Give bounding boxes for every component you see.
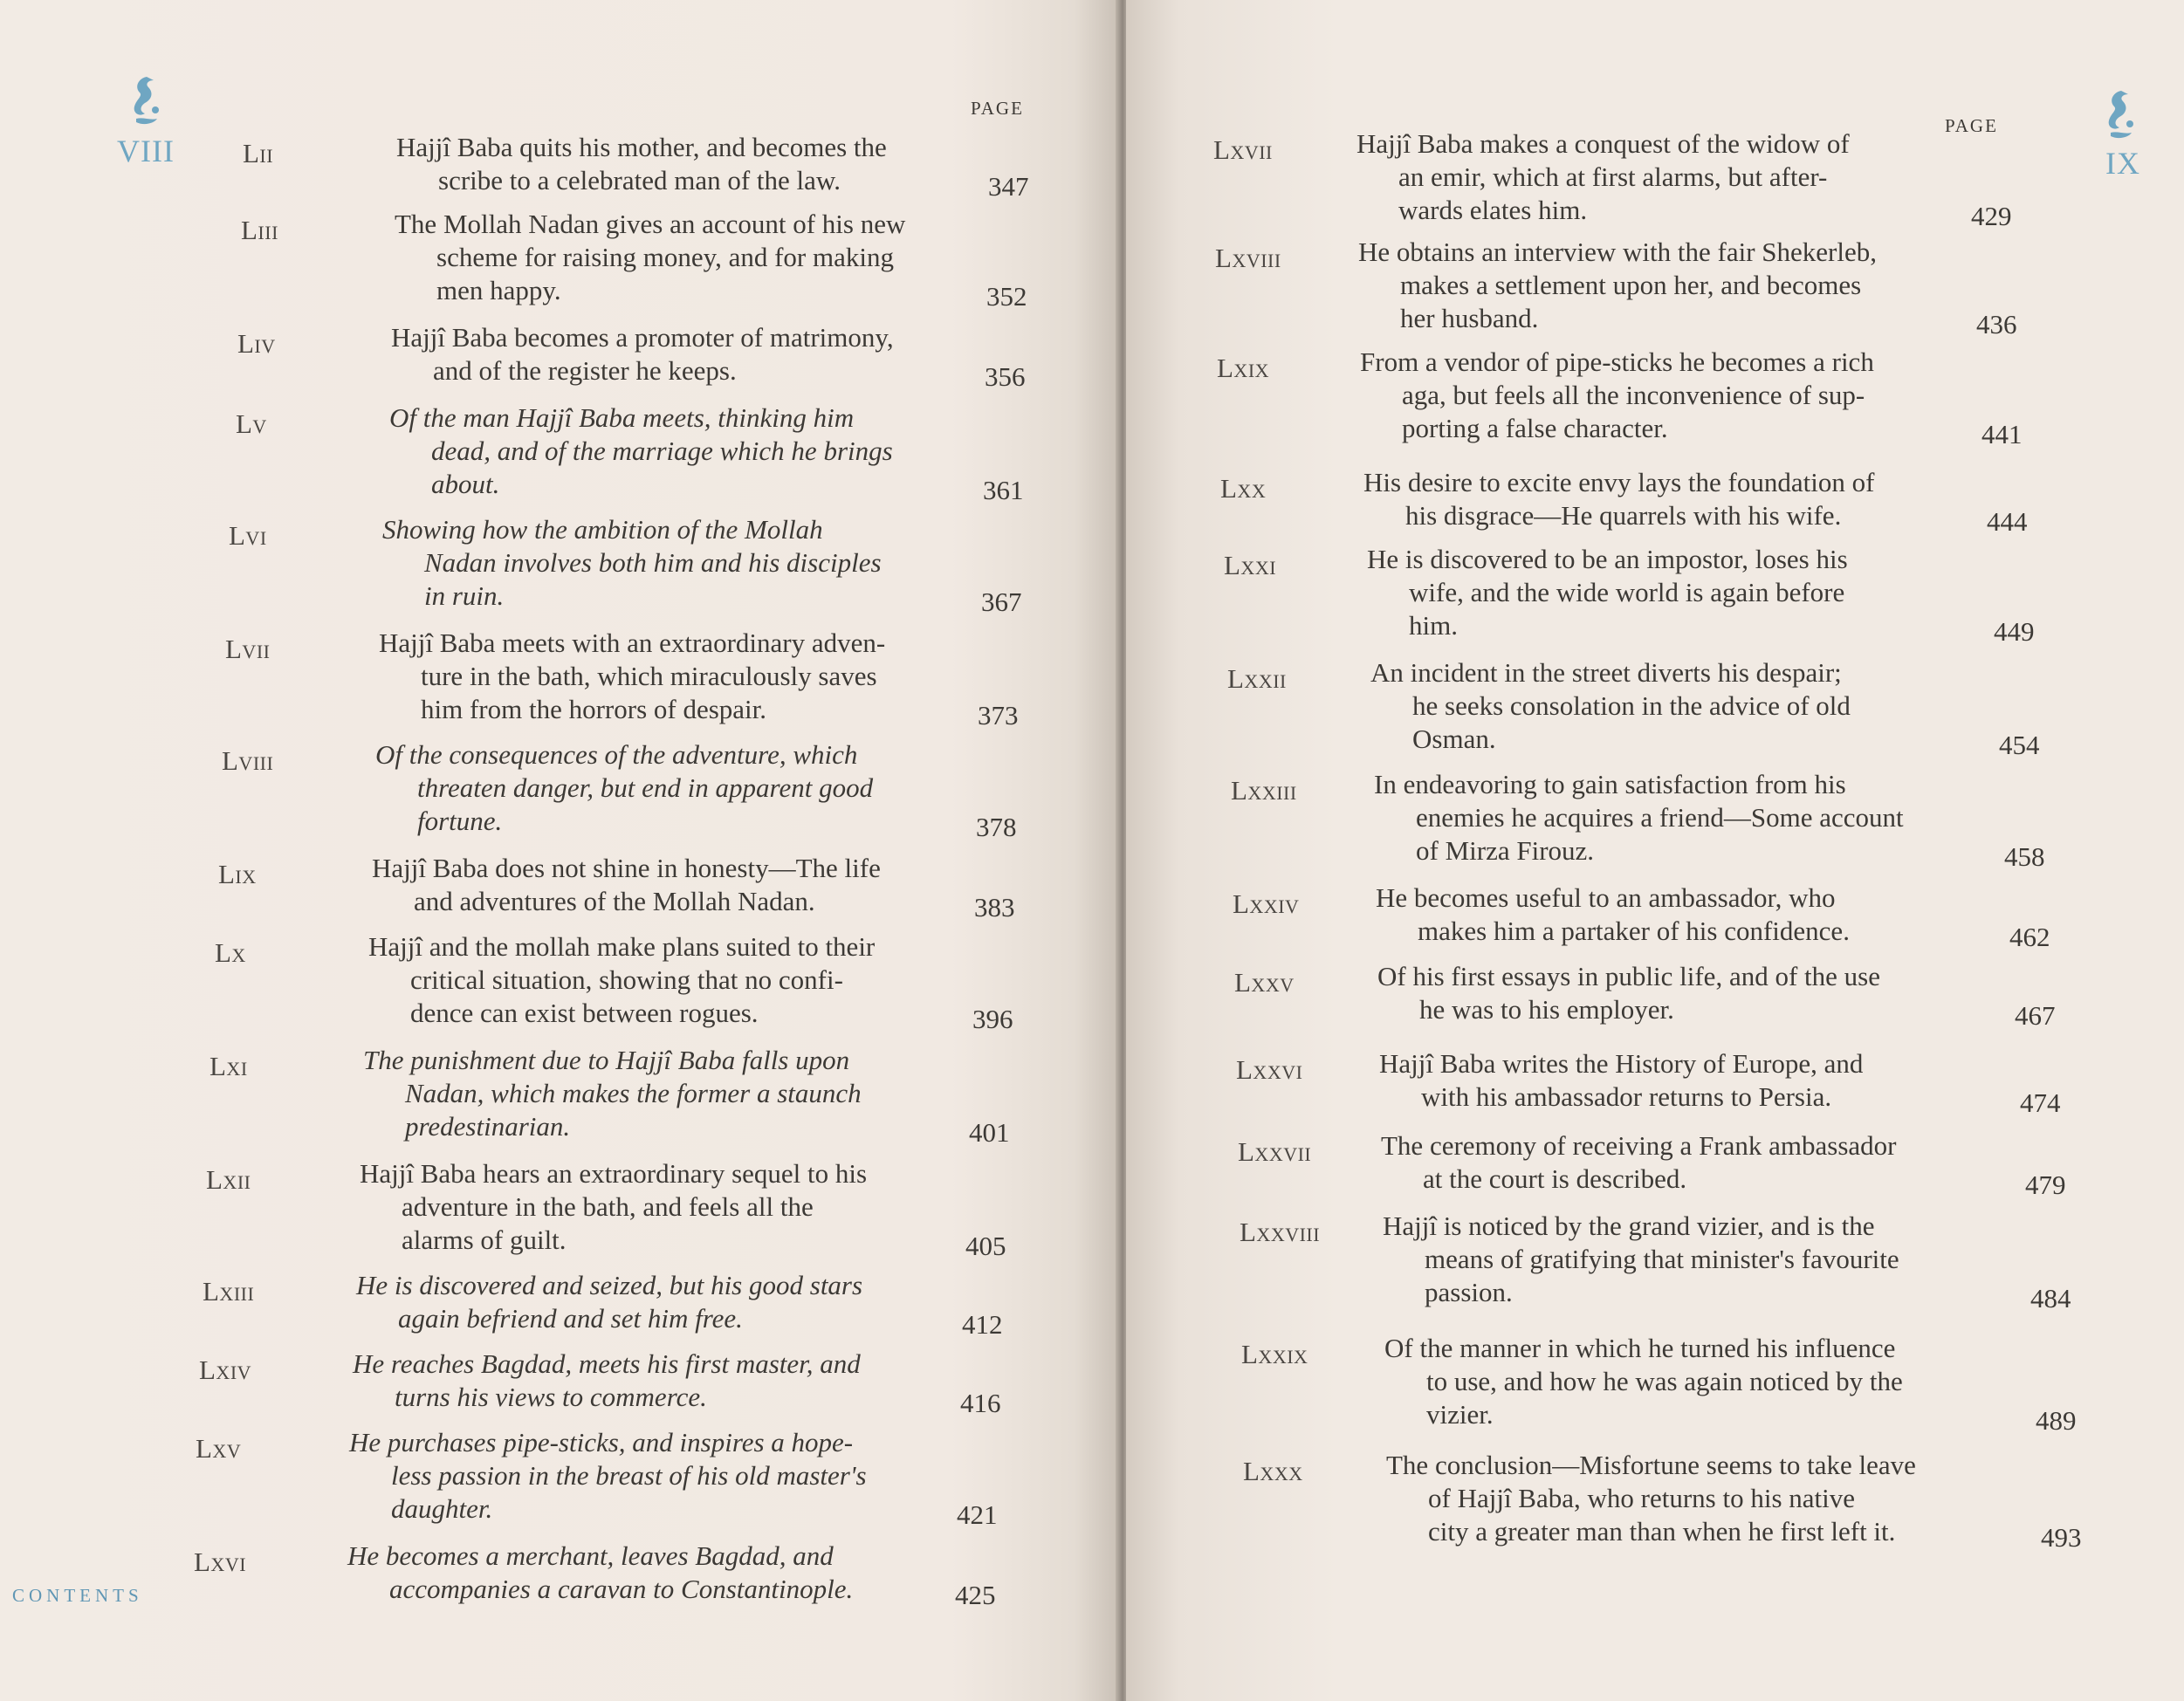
chapter-title-line: of Mirza Firouz. [1416, 835, 1595, 866]
page-column-label: PAGE [971, 98, 1024, 119]
chapter-number: Lxxviii [1240, 1217, 1321, 1247]
chapter-title-line: city a greater man than when he first left it. [1428, 1516, 1896, 1547]
chapter-number: Lxiv [199, 1355, 252, 1385]
chapter-title [382, 513, 882, 613]
chapter-title-line: Osman. [1412, 724, 1496, 754]
chapter-title-line: threaten danger, but end in apparent good [417, 772, 874, 803]
chapter-number: Lxvii [1213, 134, 1273, 165]
chapter-title [1363, 466, 1874, 532]
chapter-number: Lxix [1217, 353, 1270, 383]
chapter-title-line: Hajjî Baba quits his mother, and becomes the [396, 132, 887, 162]
chapter-title-line: He is discovered to be an impostor, loses his [1367, 544, 1848, 574]
page-number: 373 [978, 700, 1019, 730]
chapter-title-line: about. [431, 469, 500, 499]
chapter-title-line: daughter. [391, 1493, 493, 1524]
chapter-title-line: less passion in the breast of his old master's [391, 1460, 867, 1491]
chapter-title-line: aga, but feels all the inconvenience of sup- [1402, 380, 1865, 410]
chapter-title [395, 208, 905, 307]
chapter-number: Lx [215, 937, 246, 968]
chapter-title-line: his disgrace—He quarrels with his wife. [1405, 500, 1842, 531]
chapter-title [1381, 1129, 1896, 1196]
chapter-title [375, 738, 873, 838]
page-number: 467 [2015, 1000, 2056, 1031]
chapter-number: Lxxi [1224, 550, 1277, 580]
pen-flourish-icon [127, 73, 166, 129]
page-number: 454 [1999, 730, 2040, 760]
chapter-title-line: scheme for raising money, and for making [436, 242, 894, 272]
chapter-title-line: dead, and of the marriage which he brings [431, 436, 893, 466]
chapter-title-line: Hajjî Baba does not shine in honesty—The life [372, 853, 881, 883]
page-number: 436 [1976, 309, 2017, 340]
page-number: 479 [2025, 1169, 2066, 1200]
chapter-title [1386, 1449, 1916, 1548]
page-number: 352 [986, 281, 1027, 312]
page-number: 356 [985, 361, 1026, 392]
page-number: 405 [965, 1231, 1006, 1261]
chapter-title-line: The punishment due to Hajjî Baba falls upon [363, 1045, 850, 1075]
chapter-title-line: ture in the bath, which miraculously saves [421, 661, 877, 691]
chapter-title-line: alarms of guilt. [402, 1224, 567, 1255]
page-number: 462 [2009, 922, 2050, 952]
running-head: CONTENTS [12, 1585, 143, 1606]
chapter-number: Lxxiv [1233, 888, 1300, 919]
page-number: 429 [1971, 201, 2012, 231]
pen-flourish-icon [2102, 87, 2140, 143]
chapter-title [1356, 127, 1850, 227]
chapter-title [1383, 1210, 1899, 1309]
page-number: 412 [962, 1309, 1003, 1340]
chapter-number: Liii [241, 215, 278, 245]
chapter-title-line: enemies he acquires a friend—Some account [1416, 802, 1904, 833]
right-page [1126, 0, 2184, 1701]
chapter-title-line: He becomes a merchant, leaves Bagdad, and [347, 1540, 834, 1571]
chapter-title-line: again befriend and set him free. [398, 1303, 743, 1334]
chapter-title [391, 321, 894, 388]
chapter-title [353, 1348, 861, 1414]
chapter-title-line: Nadan involves both him and his disciples [424, 547, 882, 578]
chapter-title-line: Of the man Hajjî Baba meets, thinking him [389, 402, 855, 433]
folio-number: VIII [117, 134, 175, 168]
page-number: 383 [974, 892, 1015, 923]
chapter-title-line: predestinarian. [405, 1111, 571, 1142]
chapter-title-line: adventure in the bath, and feels all the [402, 1191, 814, 1222]
chapter-title [1374, 768, 1904, 868]
chapter-number: Lxi [209, 1051, 248, 1081]
chapter-title [349, 1426, 867, 1526]
chapter-title-line: He obtains an interview with the fair Shekerleb, [1358, 237, 1877, 267]
chapter-title-line: and of the register he keeps. [433, 355, 737, 386]
page-number: 458 [2004, 841, 2045, 872]
chapter-title [379, 627, 885, 726]
page-number: 347 [988, 171, 1029, 202]
page-number: 484 [2030, 1283, 2071, 1313]
page-number: 361 [983, 475, 1024, 505]
chapter-title-line: with his ambassador returns to Persia. [1421, 1081, 1832, 1112]
chapter-number: Lxxv [1234, 967, 1295, 998]
page-number: 493 [2041, 1522, 2082, 1553]
chapter-number: Lxvi [194, 1547, 247, 1577]
chapter-number: Lxxiii [1231, 775, 1297, 806]
chapter-title-line: Of the consequences of the adventure, which [375, 739, 858, 770]
chapter-number: Lxx [1220, 473, 1267, 504]
chapter-title [389, 401, 893, 501]
chapter-number: Lvi [229, 520, 267, 551]
page-number: 401 [969, 1117, 1010, 1148]
chapter-title [1379, 1047, 1863, 1114]
chapter-title-line: The ceremony of receiving a Frank ambassador [1381, 1130, 1897, 1161]
chapter-number: Lxxix [1241, 1339, 1308, 1369]
chapter-title [1384, 1332, 1903, 1431]
page-column-label: PAGE [1945, 115, 1998, 136]
chapter-title-line: passion. [1425, 1277, 1513, 1307]
chapter-title-line: him from the horrors of despair. [421, 694, 767, 724]
chapter-number: Lii [243, 138, 274, 168]
page-number: 489 [2036, 1405, 2077, 1436]
chapter-number: Lxiii [203, 1276, 255, 1307]
chapter-title-line: His desire to excite envy lays the foundation of [1363, 467, 1875, 497]
chapter-title-line: In endeavoring to gain satisfaction from his [1374, 769, 1846, 799]
chapter-number: Lvii [225, 634, 271, 664]
chapter-title-line: Hajjî Baba meets with an extraordinary adven- [379, 628, 886, 658]
chapter-number: Lv [236, 408, 267, 439]
chapter-title [368, 930, 875, 1030]
page-number: 396 [972, 1004, 1013, 1034]
page-number: 378 [976, 812, 1017, 842]
chapter-title [1358, 236, 1877, 335]
chapter-title-line: dence can exist between rogues. [410, 998, 759, 1028]
chapter-title-line: Of the manner in which he turned his influence [1384, 1333, 1896, 1363]
chapter-title-line: at the court is described. [1423, 1163, 1687, 1194]
page-number: 421 [957, 1499, 998, 1530]
chapter-title-line: fortune. [417, 806, 503, 836]
chapter-number: Lxviii [1215, 243, 1281, 273]
chapter-title [363, 1044, 862, 1143]
chapter-title-line: he was to his employer. [1419, 994, 1674, 1025]
chapter-title-line: He purchases pipe-sticks, and inspires a hope- [349, 1427, 854, 1458]
chapter-title-line: wife, and the wide world is again before [1409, 577, 1845, 607]
chapter-title-line: makes a settlement upon her, and becomes [1400, 270, 1862, 300]
chapter-title [356, 1269, 862, 1335]
page-number: 441 [1981, 419, 2023, 449]
page-number: 425 [955, 1580, 996, 1610]
chapter-title-line: makes him a partaker of his confidence. [1418, 916, 1850, 946]
chapter-number: Lix [218, 859, 257, 889]
chapter-title [1367, 543, 1848, 642]
chapter-title-line: accompanies a caravan to Constantinople. [389, 1574, 854, 1604]
chapter-title [396, 131, 887, 197]
chapter-title-line: wards elates him. [1398, 195, 1588, 225]
chapter-number: Liv [237, 328, 276, 359]
chapter-title-line: Showing how the ambition of the Mollah [382, 514, 823, 545]
chapter-title [347, 1540, 853, 1606]
chapter-title [372, 852, 881, 918]
chapter-title-line: He is discovered and seized, but his good stars [356, 1270, 863, 1300]
chapter-title-line: critical situation, showing that no confi- [410, 964, 843, 995]
chapter-title-line: Hajjî is noticed by the grand vizier, and is the [1383, 1211, 1875, 1241]
chapter-title-line: of Hajjî Baba, who returns to his native [1428, 1483, 1856, 1513]
chapter-title [360, 1157, 867, 1257]
chapter-title-line: men happy. [436, 275, 561, 305]
chapter-title-line: and adventures of the Mollah Nadan. [414, 886, 815, 916]
chapter-title-line: Hajjî Baba writes the History of Europe, and [1379, 1048, 1864, 1079]
chapter-number: Lxv [196, 1433, 242, 1464]
page-number: 367 [981, 586, 1022, 617]
chapter-title-line: means of gratifying that minister's favourite [1425, 1244, 1899, 1274]
chapter-title-line: Hajjî and the mollah make plans suited to their [368, 931, 876, 962]
page-number: 416 [960, 1388, 1001, 1418]
chapter-number: Lxxii [1227, 663, 1287, 694]
chapter-number: Lxxvi [1236, 1054, 1303, 1085]
chapter-title-line: an emir, which at first alarms, but after- [1398, 161, 1828, 192]
chapter-number: Lxii [206, 1164, 251, 1195]
chapter-title-line: to use, and how he was again noticed by the [1426, 1366, 1903, 1396]
chapter-title-line: He reaches Bagdad, meets his first master, and [353, 1348, 861, 1379]
chapter-number: Lviii [222, 745, 274, 776]
chapter-title-line: turns his views to commerce. [395, 1382, 707, 1412]
chapter-title-line: he seeks consolation in the advice of old [1412, 690, 1851, 721]
chapter-title-line: him. [1409, 610, 1458, 641]
chapter-title-line: An incident in the street diverts his despair; [1370, 657, 1842, 688]
chapter-title-line: porting a false character. [1402, 413, 1668, 443]
folio-number: IX [2105, 146, 2140, 181]
chapter-title-line: Of his first essays in public life, and of the use [1377, 961, 1880, 991]
page-number: 444 [1987, 506, 2028, 537]
page-number: 449 [1994, 616, 2035, 647]
chapter-title-line: vizier. [1426, 1399, 1494, 1430]
page-number: 474 [2020, 1087, 2061, 1118]
chapter-title-line: Hajjî Baba hears an extraordinary sequel to his [360, 1158, 868, 1189]
chapter-title [1370, 656, 1851, 756]
chapter-title-line: Nadan, which makes the former a staunch [405, 1078, 862, 1108]
chapter-title-line: He becomes useful to an ambassador, who [1376, 882, 1836, 913]
chapter-title [1360, 346, 1874, 445]
chapter-title-line: her husband. [1400, 303, 1539, 333]
chapter-title [1376, 881, 1850, 948]
chapter-title-line: Hajjî Baba makes a conquest of the widow of [1356, 128, 1850, 159]
chapter-title-line: scribe to a celebrated man of the law. [438, 165, 841, 195]
chapter-title-line: Hajjî Baba becomes a promoter of matrimony, [391, 322, 894, 353]
chapter-title-line: The Mollah Nadan gives an account of his new [395, 209, 906, 239]
chapter-number: Lxxx [1243, 1456, 1303, 1486]
chapter-number: Lxxvii [1238, 1136, 1312, 1167]
chapter-title [1377, 960, 1880, 1026]
chapter-title-line: in ruin. [424, 580, 505, 611]
chapter-title-line: The conclusion—Misfortune seems to take leave [1386, 1450, 1916, 1480]
chapter-title-line: From a vendor of pipe-sticks he becomes a rich [1360, 346, 1874, 377]
